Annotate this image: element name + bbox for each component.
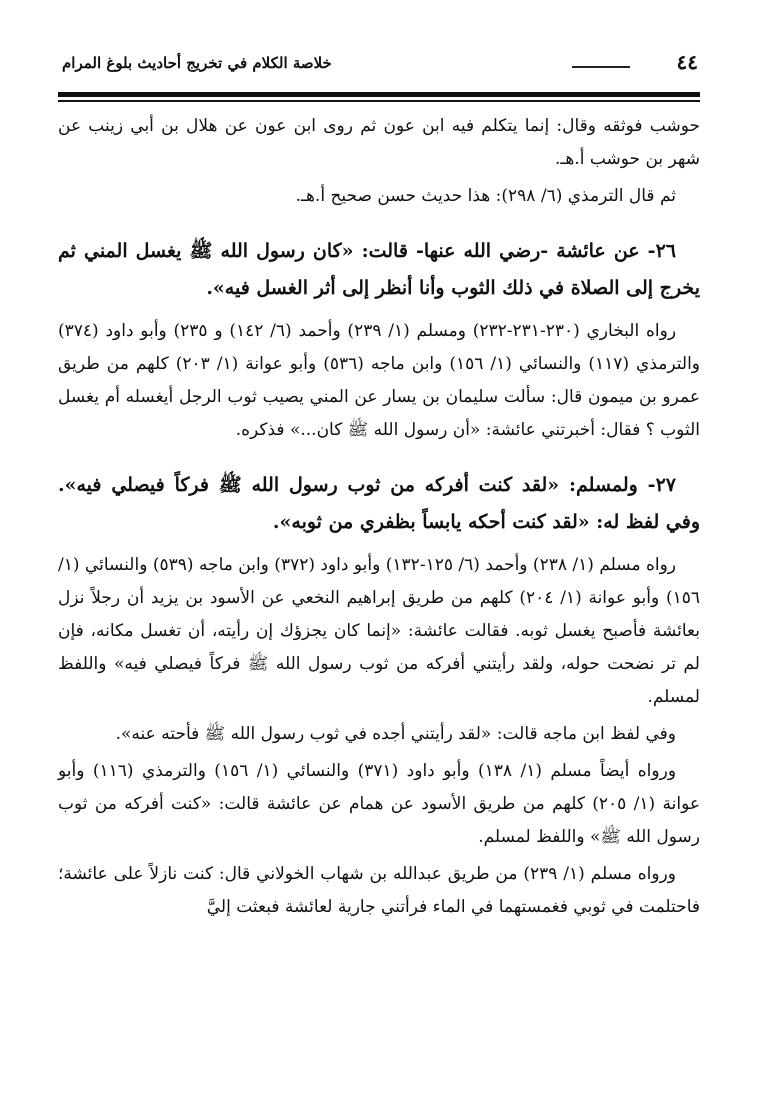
running-title: خلاصة الكلام في تخريج أحاديث بلوغ المرام — [62, 54, 332, 72]
body-text — [58, 110, 700, 928]
header-short-rule — [572, 66, 630, 68]
header-thick-rule — [58, 92, 700, 97]
hadith-27-takhrij: رواه مسلم (١/ ٢٣٨) وأحمد (٦/ ١٢٥-١٣٢) وأبو داود (٣٧٢) وابن ماجه (٥٣٩) والنسائي (١/ ١٥٦) وأبو عوانة (١/ ٢٠٤) كلهم من طريق إبراهيم النخعي عن الأسود بن يزيد أن رجلاً نزل بعائشة فأصبح يغسل ثوبه. فقالت عائشة: «إنما كان يجزؤك إن رأيته، أن تغسل مكانه، فإن لم تر نضحت حوله، ولقد رأيتني أفركه من ثوب رسول الله ﷺ فركاً فيصلي فيه» واللفظ لمسلم. — [58, 555, 700, 707]
page-header — [58, 44, 700, 90]
ibn-majah-wording: وفي لفظ ابن ماجه قالت: «لقد رأيتني أجده في ثوب رسول الله ﷺ فأحته عنه». — [115, 724, 676, 744]
hadith-26-takhrij: رواه البخاري (٢٣٠-٢٣١-٢٣٢) ومسلم (١/ ٢٣٩) وأحمد (٦/ ١٤٢) و ٢٣٥) وأبو داود (٣٧٤) والترمذي (١١٧) والنسائي (١/ ١٥٦) وابن ماجه (٥٣٦) وأبو عوانة (١/ ٢٠٣) كلهم من طريق عمرو بن ميمون قال: سألت سليمان بن يسار عن المني يصيب ثوب الرجل أيغسله أم يغسل الثوب ؟ فقال: أخبرتني عائشة: «أن رسول الله ﷺ كان...» فذكره. — [58, 321, 701, 440]
page-number: ٤٤ — [676, 50, 698, 74]
muslim-second-route: ورواه أيضاً مسلم (١/ ١٣٨) وأبو داود (٣٧١) والنسائي (١/ ١٥٦) والترمذي (١١٦) وأبو عوانة (١/ ٢٠٥) كلهم من طريق الأسود عن همام عن عائشة قالت: «كنت أفركه من ثوب رسول الله ﷺ» واللفظ لمسلم. — [58, 761, 700, 847]
header-thin-rule — [58, 100, 700, 102]
hadith-27-text: ٢٧- ولمسلم: «لقد كنت أفركه من ثوب رسول الله ﷺ فركاً فيصلي فيه». وفي لفظ له: «لقد كنت أحكه يابساً بظفري من ثوبه». — [58, 474, 700, 533]
paragraph-tirmidhi-grading: ثم قال الترمذي (٦/ ٢٩٨): هذا حديث حسن صحيح أ.هـ. — [295, 186, 676, 206]
paragraph-continuation: حوشب فوثقه وقال: إنما يتكلم فيه ابن عون ثم روى ابن عون عن هلال بن أبي زينب عن شهر بن حوشب أ.هـ. — [58, 116, 700, 169]
muslim-third-route: ورواه مسلم (١/ ٢٣٩) من طريق عبدالله بن شهاب الخولاني قال: كنت نازلاً على عائشة؛ فاحتلمت في ثوبي فغمستهما في الماء فرأتني جارية لعائشة فبعثت إليَّ — [58, 864, 700, 917]
hadith-26-text: ٢٦- عن عائشة -رضي الله عنها- قالت: «كان رسول الله ﷺ يغسل المني ثم يخرج إلى الصلاة في ذلك الثوب وأنا أنظر إلى أثر الغسل فيه». — [58, 240, 700, 299]
